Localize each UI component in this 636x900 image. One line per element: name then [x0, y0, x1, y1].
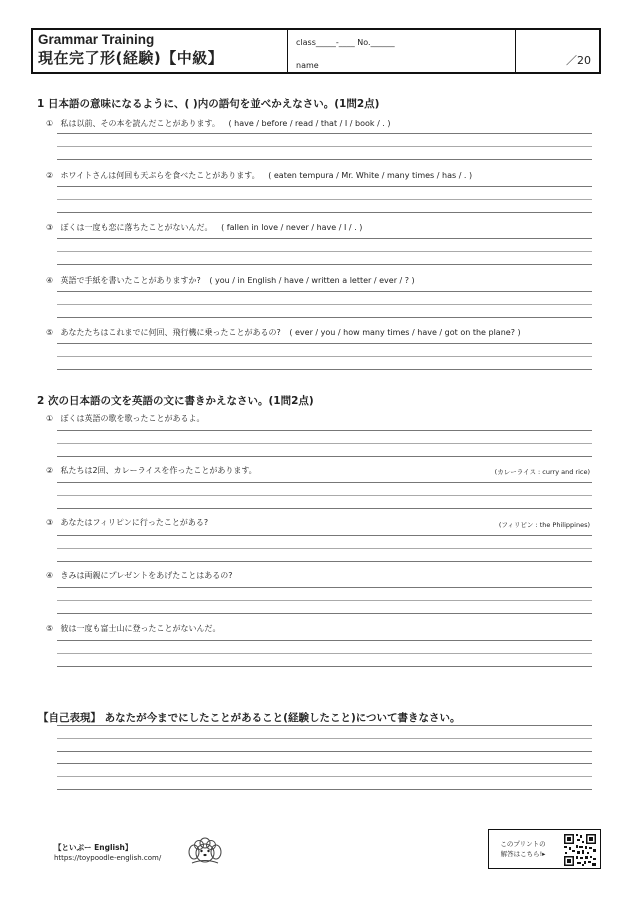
question-text: きみは両親にプレゼントをあげたことはあるの? [60, 571, 233, 580]
word-hint: ( have / before / read / that / I / book / . ) [228, 119, 391, 128]
toy-poodle-icon [186, 834, 224, 866]
question-text: ぼくは英語の歌を歌ったことがあるよ。 [60, 414, 205, 423]
name-field[interactable]: name [296, 61, 319, 70]
title-cell [33, 30, 288, 72]
question-text: あなたはフィリピンに行ったことがある? [60, 518, 209, 527]
question-text: 英語で手紙を書いたことがありますか? [60, 276, 201, 285]
qr-code-icon[interactable] [563, 833, 597, 867]
s1-question-5 [46, 327, 521, 338]
s1-question-3 [46, 222, 362, 233]
self-expression-heading: 【自己表現】 あなたが今までにしたことがあること(経験したこと)について書きなさい。 [38, 712, 461, 724]
answer-lines[interactable] [57, 291, 592, 318]
word-hint: ( you / in English / have / written a letter / ever / ? ) [209, 276, 415, 285]
title-japanese: 現在完了形(経験)【中級】 [38, 49, 224, 67]
question-number: ⑤ [46, 624, 54, 633]
word-hint: ( fallen in love / never / have / I / . ) [221, 223, 363, 232]
section1-heading: 1 日本語の意味になるように、( )内の語句を並べかえなさい。(1問2点) [37, 98, 380, 110]
answer-lines[interactable] [57, 430, 592, 457]
answer-key-link[interactable] [488, 829, 601, 869]
question-text: 彼は一度も富士山に登ったことがないんだ。 [60, 624, 221, 633]
question-text: ぼくは一度も恋に落ちたことがないんだ。 [60, 223, 213, 232]
question-number: ③ [46, 223, 54, 232]
word-hint: ( ever / you / how many times / have / got on the plane? ) [289, 328, 521, 337]
s2-question-2 [46, 465, 257, 476]
section2-heading: 2 次の日本語の文を英語の文に書きかえなさい。(1問2点) [37, 395, 314, 407]
vocab-note: (カレーライス : curry and rice) [494, 468, 590, 476]
answer-lines[interactable] [57, 725, 592, 752]
question-number: ① [46, 414, 54, 423]
question-number: ③ [46, 518, 54, 527]
answer-lines[interactable] [57, 238, 592, 265]
vocab-note: (フィリピン : the Philippines) [498, 521, 590, 529]
answer-lines[interactable] [57, 186, 592, 213]
question-text: 私たちは2回、カレーライスを作ったことがあります。 [60, 466, 257, 475]
score-total: ／20 [566, 54, 591, 67]
brand-name: 【といぷー English】 [54, 843, 133, 852]
s2-question-5 [46, 623, 221, 634]
answer-lines[interactable] [57, 587, 592, 614]
s2-question-1 [46, 413, 205, 424]
worksheet-header [31, 28, 601, 74]
answer-lines[interactable] [57, 640, 592, 667]
answer-link-text: このプリントの 解答はこちら!▸ [500, 840, 546, 858]
question-number: ① [46, 119, 54, 128]
question-number: ② [46, 466, 54, 475]
question-number: ⑤ [46, 328, 54, 337]
site-url[interactable]: https://toypoodle-english.com/ [54, 854, 162, 862]
question-number: ④ [46, 571, 54, 580]
answer-lines[interactable] [57, 343, 592, 370]
answer-lines[interactable] [57, 763, 592, 790]
s1-question-2 [46, 170, 472, 181]
question-number: ④ [46, 276, 54, 285]
word-hint: ( eaten tempura / Mr. White / many times / has / . ) [268, 171, 473, 180]
score-cell [516, 30, 599, 72]
s2-question-4 [46, 570, 232, 581]
s1-question-1 [46, 118, 391, 129]
answer-lines[interactable] [57, 535, 592, 562]
answer-lines[interactable] [57, 482, 592, 509]
answer-lines[interactable] [57, 133, 592, 160]
question-number: ② [46, 171, 54, 180]
question-text: 私は以前、その本を読んだことがあります。 [60, 119, 220, 128]
title-english: Grammar Training [38, 32, 155, 47]
question-text: あなたたちはこれまでに何回、飛行機に乗ったことがあるの? [60, 328, 281, 337]
class-number-field[interactable]: class_____-____ No.______ [296, 38, 395, 47]
s1-question-4 [46, 275, 415, 286]
question-text: ホワイトさんは何回も天ぷらを食べたことがあります。 [60, 171, 260, 180]
s2-question-3 [46, 517, 208, 528]
student-info-cell [288, 30, 516, 72]
